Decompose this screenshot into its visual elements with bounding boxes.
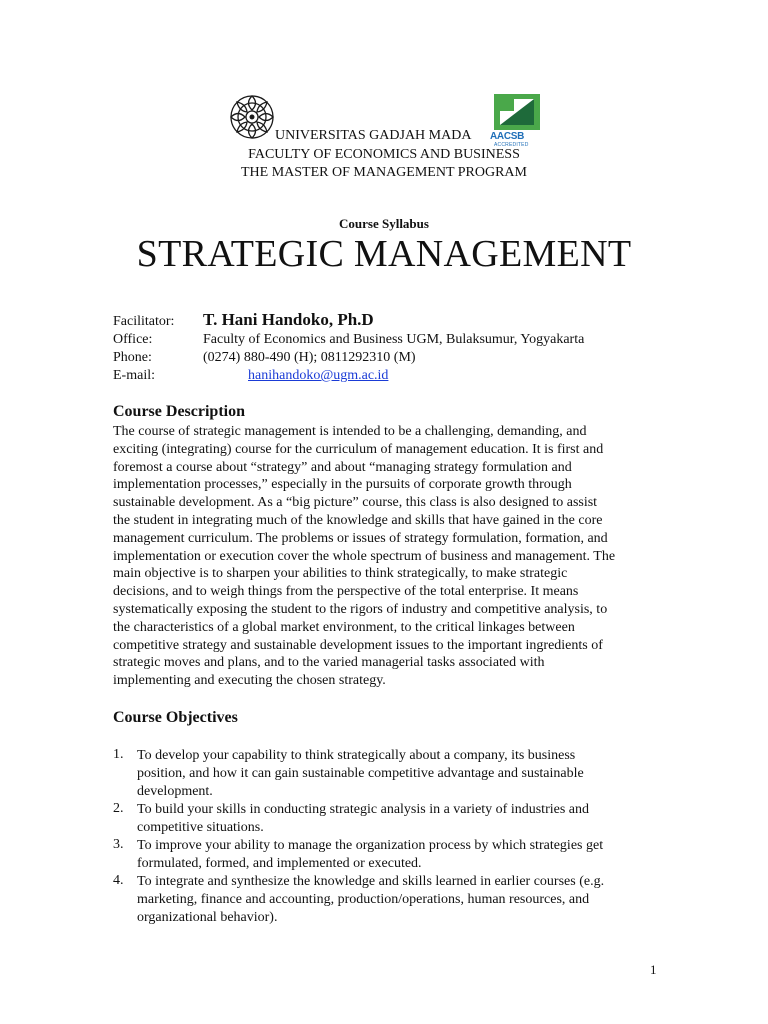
objective-number: 4. [113,873,124,888]
objective-number: 3. [113,837,124,852]
text-line: To develop your capability to think strategically about a company, its business [137,748,576,763]
phone-value: (0274) 880-490 (H); 0811292310 (M) [203,350,416,365]
objective-item [137,873,604,926]
text-line: implementation or execution cover the whole spectrum of business and management. The [113,548,616,564]
email-label: E-mail: [113,368,155,383]
objective-number: 1. [113,747,124,762]
text-line: the characteristics of a global market environment, to the critical linkages between [113,619,575,635]
aacsb-label: AACSB [490,131,525,142]
text-line: To integrate and synthesize the knowledge and skills learned in earlier courses (e.g. [137,874,605,889]
text-line: systematically exposing the student to the rigors of industry and competitive analysis, to [113,601,608,617]
text-line: position, and how it can gain sustainable competitive advantage and sustainable [137,765,584,781]
program-name: THE MASTER OF MANAGEMENT PROGRAM [241,165,527,180]
text-line: the student in integrating much of the knowledge and skills that have gained in the core [113,512,603,528]
document-title: STRATEGIC MANAGEMENT [136,233,632,275]
text-line: marketing, finance and accounting, production/operations, human resources, and [137,891,590,907]
description-text [113,423,615,690]
text-line: To improve your ability to manage the organization process by which strategies get [137,838,604,853]
text-line: sustainable development. As a “big picture” course, this class is also designed to assist [113,495,598,511]
facilitator-name: T. Hani Handoko, Ph.D [203,310,374,329]
facilitator-label: Facilitator: [113,314,175,329]
objective-item [137,747,584,800]
objectives-heading: Course Objectives [113,709,238,726]
text-line: implementation processes,” especially in the pursuits of corporate growth through [113,477,572,493]
aacsb-sublabel: ACCREDITED [494,142,529,148]
text-line: competitive strategy and sustainable development issues to the important ingredients of [113,637,603,653]
text-line: strategic moves and plans, and to the varied managerial tasks associated with [113,655,545,671]
objective-number: 2. [113,801,124,816]
text-line: organizational behavior). [137,909,278,925]
email-link[interactable]: hanihandoko@ugm.ac.id [248,368,389,383]
text-line: decisions, and to weigh things from the perspective of the total enterprise. It means [113,584,579,600]
text-line: implementing and executing the chosen strategy. [113,673,386,689]
text-line: To build your skills in conducting strategic analysis in a variety of industries and [137,802,589,817]
description-heading: Course Description [113,403,245,420]
objective-item [137,837,603,873]
document-label: Course Syllabus [339,216,429,231]
ugm-seal-icon [229,94,275,140]
office-label: Office: [113,332,153,347]
text-line: main objective is to sharpen your abilities to think strategically, to make strategic [113,566,568,582]
university-name: UNIVERSITAS GADJAH MADA [275,128,472,143]
text-line: exciting (integrating) course for the curriculum of management education. It is first and [113,441,604,457]
text-line: development. [137,783,213,799]
objective-item [137,801,589,837]
phone-label: Phone: [113,350,152,365]
faculty-name: FACULTY OF ECONOMICS AND BUSINESS [248,147,520,162]
office-value: Faculty of Economics and Business UGM, Bulaksumur, Yogyakarta [203,332,585,347]
text-line: formulated, formed, and implemented or executed. [137,855,422,871]
text-line: competitive situations. [137,819,264,835]
text-line: The course of strategic management is intended to be a challenging, demanding, and [113,424,587,439]
text-line: management curriculum. The problems or issues of strategy formulation, formation, and [113,530,608,546]
page-number: 1 [650,962,657,977]
text-line: foremost a course about “strategy” and about “managing strategy formulation and [113,459,572,475]
